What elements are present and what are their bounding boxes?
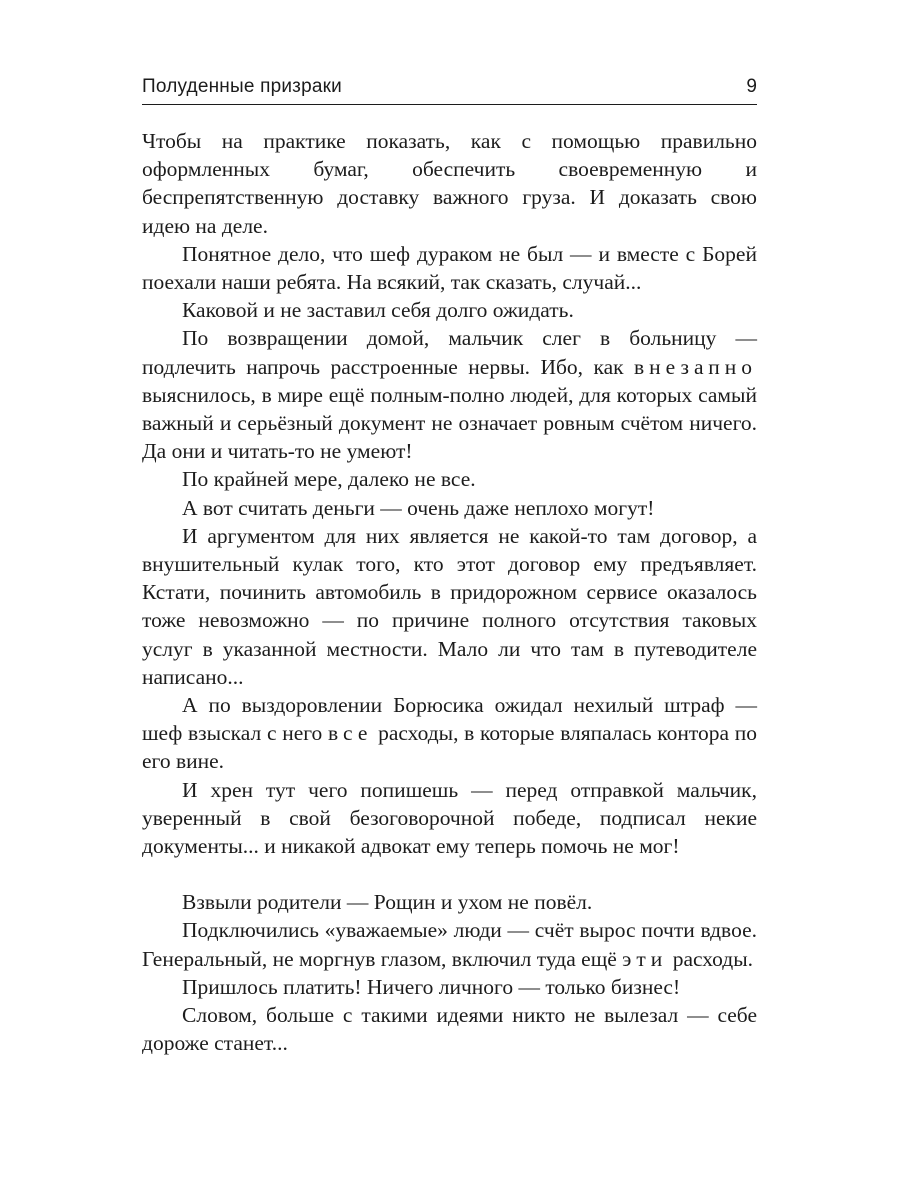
paragraph: А вот считать деньги — очень даже неплохо могут!	[182, 495, 655, 520]
paragraph: По возвращении домой, мальчик слег в больницу — подлечить напрочь расстроенные нервы. Ибо, как внезапно выяснилось, в мире ещё полным-полно людей, для которых самый важный и серьёзный документ не означает ровным счётом ничего. Да они и читать-то не умеют!	[142, 326, 757, 464]
running-title: Полуденные призраки	[142, 76, 342, 97]
header-rule	[142, 104, 757, 105]
paragraph: Каковой и не заставил себя долго ожидать.	[182, 298, 574, 323]
page-number: 9	[746, 76, 757, 97]
paragraph: Взвыли родители — Рощин и ухом не повёл.	[182, 890, 593, 915]
paragraph: Пришлось платить! Ничего личного — только бизнес!	[182, 974, 681, 999]
spaced-emphasis: все	[328, 721, 373, 746]
paragraph: И аргументом для них является не какой-то там договор, а внушительный кулак того, кто этот договор ему предъявляет. Кстати, починить автомобиль в придорожном сервисе оказалось тоже невозможно — по причине полного отсутствия таковых услуг в указанной местности. Мало ли что там в путеводителе написано...	[142, 523, 757, 689]
paragraph: Словом, больше с такими идеями никто не вылезал — себе дороже станет...	[142, 1003, 757, 1056]
paragraph: Чтобы на практике показать, как с помощью правильно оформленных бумаг, обеспечить своевременную и беспрепятственную доставку важного груза. И доказать свою идею на деле.	[142, 129, 757, 238]
paragraph: И хрен тут чего попишешь — перед отправкой мальчик, уверенный в свой безоговорочной победе, подписал некие документы... и никакой адвокат ему теперь помочь не мог!	[142, 777, 757, 859]
body-text	[142, 127, 757, 1058]
paragraph: Понятное дело, что шеф дураком не был — и вместе с Борей поехали наши ребята. На всякий, так сказать, случай...	[142, 241, 757, 295]
spaced-emphasis: внезапно	[634, 354, 757, 379]
paragraph: Подключились «уважаемые» люди — счёт вырос почти вдвое. Генеральный, не моргнув глазом, включил туда ещё эти расходы.	[142, 918, 757, 971]
paragraph: А по выздоровлении Борюсика ожидал нехилый штраф — шеф взыскал с него все расходы, в которые вляпалась контора по его вине.	[142, 693, 757, 774]
paragraph: По крайней мере, далеко не все.	[182, 467, 476, 492]
spaced-emphasis: эти	[622, 946, 668, 971]
running-header	[142, 74, 757, 104]
section-break	[142, 860, 757, 888]
